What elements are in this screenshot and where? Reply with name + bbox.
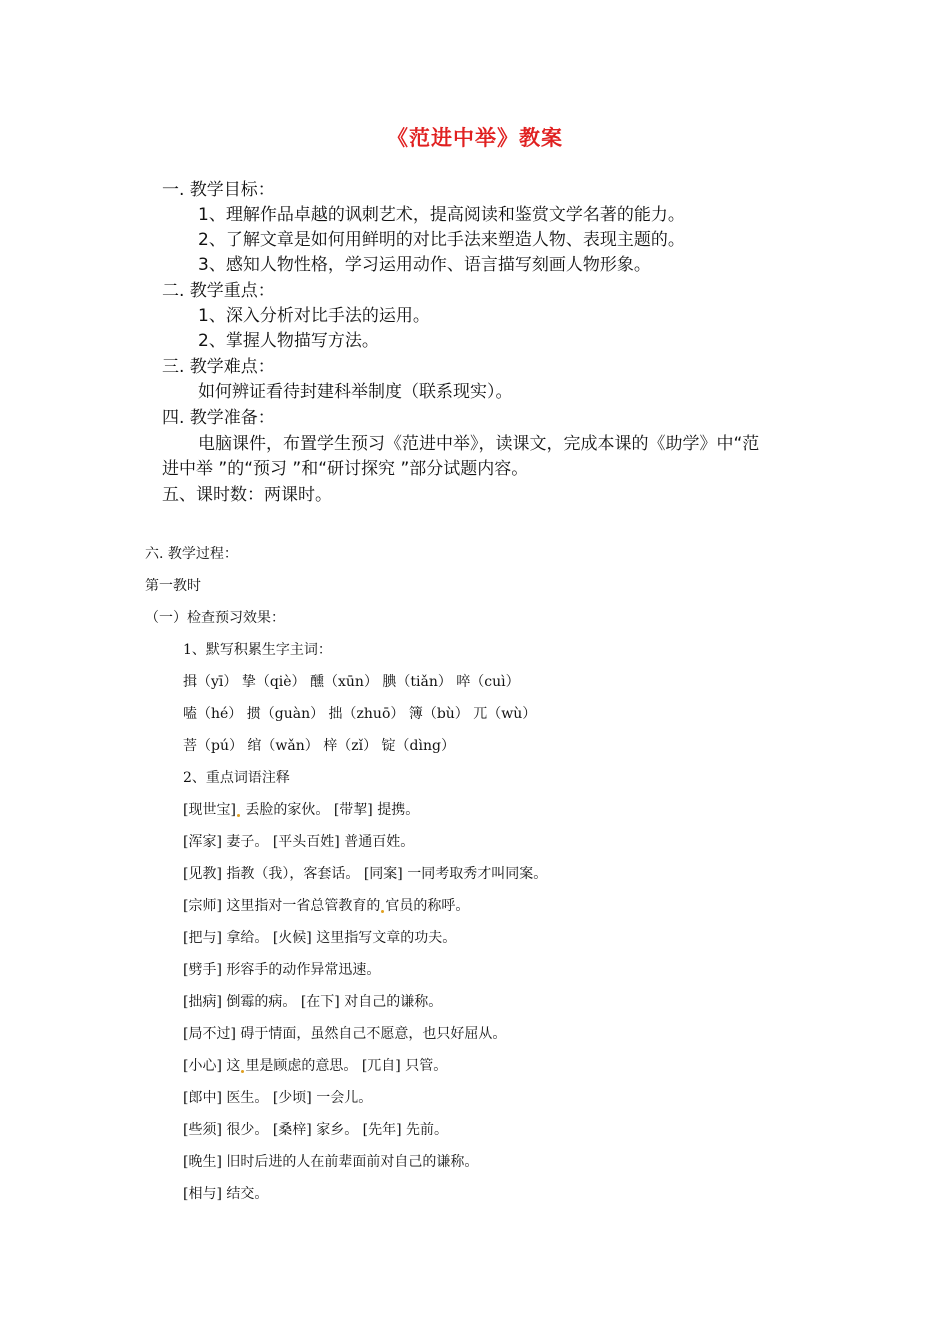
note-line: [劈手] 形容手的动作异常迅速。 — [183, 962, 381, 978]
note-line: [些须] 很少。 [桑梓] 家乡。 [先年] 先前。 — [183, 1122, 449, 1138]
note-text: 官员的称呼。 — [385, 898, 470, 914]
difficulty-text: 如何辨证看待封建科举制度（联系现实）。 — [198, 382, 513, 402]
lesson-label: 第一教时 — [145, 578, 201, 594]
mark-dot — [237, 814, 240, 817]
pinyin-row: 嗑（hé） 掼（guàn） 拙（zhuō） 簿（bù） 兀（wù） — [183, 706, 537, 722]
mark-dot — [241, 1070, 244, 1073]
key-point-item: 2、掌握人物描写方法。 — [198, 331, 379, 351]
preparation-line: 电脑课件，布置学生预习《范进中举》，读课文，完成本课的《助学》中“范 — [198, 434, 760, 454]
note-line: [相与] 结交。 — [183, 1186, 269, 1202]
goal-item: 3、感知人物性格，学习运用动作、语言描写刻画人物形象。 — [198, 255, 651, 275]
goal-item: 2、了解文章是如何用鲜明的对比手法来塑造人物、表现主题的。 — [198, 230, 685, 250]
note-text: 里是顾虑的意思。 [兀自] 只管。 — [245, 1058, 448, 1074]
key-points-heading: 二. 教学重点： — [162, 281, 275, 301]
note-text: 丢脸的家伙。 [带挈] 提携。 — [245, 802, 420, 818]
preparation-line: 进中举 ”的“预习 ”和“研讨探究 ”部分试题内容。 — [162, 459, 529, 479]
step-heading: （一）检查预习效果： — [145, 610, 285, 626]
key-point-item: 1、深入分析对比手法的运用。 — [198, 306, 430, 326]
note-line: [局不过] 碍于情面，虽然自己不愿意，也只好屈从。 — [183, 1026, 507, 1042]
note-line: [晚生] 旧时后进的人在前辈面前对自己的谦称。 — [183, 1154, 479, 1170]
note-line: [拙病] 倒霉的病。 [在下] 对自己的谦称。 — [183, 994, 443, 1010]
class-hours: 五、课时数：两课时。 — [162, 485, 332, 505]
note-line — [183, 896, 469, 916]
goals-heading: 一. 教学目标： — [162, 180, 275, 200]
note-line: [见教] 指教（我），客套话。 [同案] 一同考取秀才叫同案。 — [183, 866, 548, 882]
note-line: [郎中] 医生。 [少顷] 一会儿。 — [183, 1090, 373, 1106]
sub-heading: 1、默写积累生字主词： — [183, 642, 332, 658]
note-line: [浑家] 妻子。 [平头百姓] 普通百姓。 — [183, 834, 415, 850]
note-line — [183, 800, 419, 820]
sub-heading: 2、重点词语注释 — [183, 770, 290, 786]
note-term: [现世宝] — [183, 802, 236, 818]
note-line — [183, 1056, 447, 1076]
pinyin-row: 菩（pú） 绾（wǎn） 梓（zǐ） 锭（dìng） — [183, 738, 455, 754]
difficulty-heading: 三. 教学难点： — [162, 357, 275, 377]
process-heading: 六. 教学过程： — [145, 546, 238, 562]
mark-dot — [381, 910, 384, 913]
document-title: 《范进中举》教案 — [387, 126, 563, 150]
preparation-heading: 四. 教学准备： — [162, 408, 275, 428]
note-line: [把与] 拿给。 [火候] 这里指写文章的功夫。 — [183, 930, 457, 946]
goal-item: 1、理解作品卓越的讽刺艺术，提高阅读和鉴赏文学名著的能力。 — [198, 205, 685, 225]
note-text: [小心] 这 — [183, 1058, 241, 1074]
pinyin-row: 揖（yī） 挚（qiè） 醺（xūn） 腆（tiǎn） 啐（cuì） — [183, 674, 520, 690]
note-text: [宗师] 这里指对一省总管教育的 — [183, 898, 381, 914]
